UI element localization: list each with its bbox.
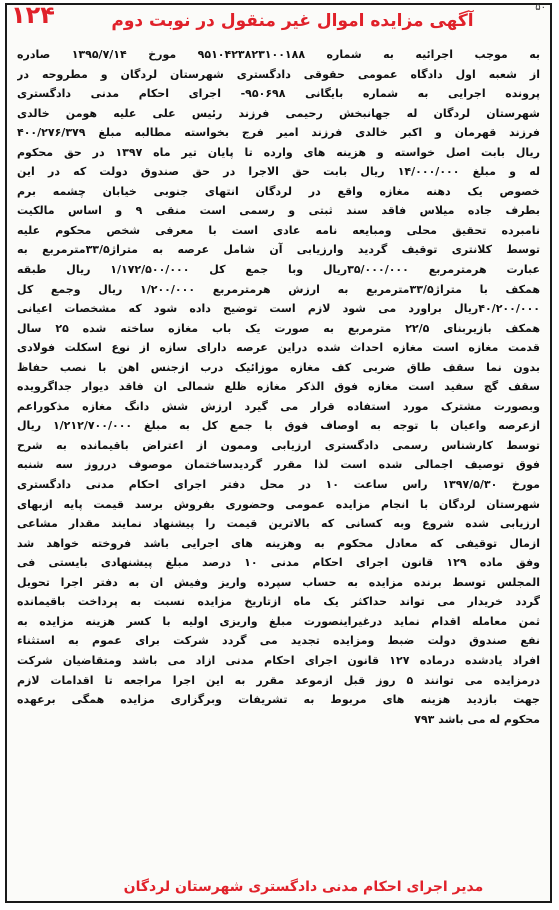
body-line: ریال بابت اصل خواسته و هزینه های وارده تا پایان تیر ماه ۱۳۹۷ در حق محکوم	[17, 145, 540, 159]
body-line: افراد یادشده درماده ۱۲۷ قانون اجرای احکام مدنی ازاد می باشد ومتقاضیان شرکت	[17, 653, 540, 667]
body-line: نامبرده تحقیق محلی ومبایعه نامه عادی است با معرفی شخص محکوم علیه	[17, 223, 540, 237]
body-line: جهت بازدید هزینه های مربوط به تشریفات وبرگزاری مزایده همگی برعهده	[17, 693, 540, 707]
body-line: نفع صندوق دولت ضبط ومزایده تجدید می گردد شرکت برای عموم به استثناء	[17, 634, 540, 648]
body-line: المجلس توسط برنده مزایده به حساب سپرده واریز وفیش ان به دفتر اجرا تحویل	[17, 575, 540, 589]
body-line: وفق ماده ۱۲۹ قانون اجرای احکام مدنی ۱۰ درصد مبلغ پیشنهادی بایستی فی	[17, 556, 540, 570]
body-line: توسط کلانتری توقیف گردید وارزیابی آن شامل عرصه به متراژ۳۳/۵مترمربع به	[17, 243, 540, 257]
body-line: فوق توصیف اجمالی شده است لذا مقرر گردیدساختمان موصوف درروز سه شنبه	[17, 458, 540, 472]
notice-title: آگهی مزایده اموال غیر منقول در نوبت دوم	[111, 11, 474, 31]
top-corner-text: ۵۰	[535, 2, 546, 13]
body-line: به موجب اجرائیه به شماره ۹۵۱۰۴۲۳۸۲۳۱۰۰۱۸۸ مورخ ۱۳۹۵/۷/۱۴ صادره	[17, 48, 540, 61]
body-line: فرزند قهرمان و اکبر خالدی فرزند امیر فرج بخواسته مطالبه مبلغ ۴۰۰/۲۷۶/۳۷۹	[17, 126, 540, 140]
body-line: وبصورت مشترک مورد استفاده قرار می گیرد ارزش شش دانگ مغازه مذکوراعم	[17, 399, 540, 413]
body-line: ثمن معامله اقدام نماید درغیراینصورت مبلغ واریزی اولیه با کسر هزینه مزایده به	[17, 614, 540, 628]
body-line: بطرف جاده میلاس فاقد سند ثبتی و رسمی است منقی ۹ و اساس مالکیت	[17, 204, 540, 218]
body-line: توسط کارشناس رسمی دادگستری ارزیابی وممون از اعتراض باقیمانده به شرح	[17, 438, 540, 452]
notice-number: ۱۲۴	[11, 1, 55, 29]
body-line: ازمال توقیفی که معادل محکوم به وهزینه های اجرایی باشد فروخته خواهد شد	[17, 536, 540, 550]
body-line: پرونده اجرایی به شماره بایگانی ۹۵۰۶۹۸- اجرای احکام مدنی دادگستری	[17, 87, 540, 101]
body-line: له و مبلغ ۱۴/۰۰۰/۰۰۰ ریال بابت حق الاجرا در حق صندوق دولت که در این	[17, 165, 540, 179]
body-line: همکف با متراژ۳۳/۵مترمربع به ارزش هرمترمربع ۱/۲۰۰/۰۰۰ ریال وجمع کل	[17, 282, 540, 296]
body-line: ۴۰/۲۰۰/۰۰۰ریال براورد می شود لازم است توضیح داده شود که مشخصات اعیانی	[17, 302, 540, 316]
body-line: شهرستان لردگان له جهانبخش رحیمی فرزند رئیس علی علیه هومن خالدی	[17, 106, 540, 120]
notice-body	[17, 45, 540, 729]
body-line: بدون نما سقف طاق ضربی کف مغازه موزائیک درب ازجنس اهن با نصب حفاظ	[17, 360, 540, 374]
body-line: قدمت مغازه است مغازه احداث شده دراین عرصه دارای سازه از نوع اسکلت فولادی	[17, 341, 540, 355]
body-line: ارزیابی شده شروع وبه کسانی که بالاترین قیمت را پیشنهاد نمایند مقدار مشاعی	[17, 517, 540, 531]
body-line: ازعرصه واعیان با توجه به اوصاف فوق با جمع کل به مبلغ ۱/۲۱۲/۷۰۰/۰۰۰ ریال	[17, 419, 540, 433]
body-line: عبارت هرمترمربع ۳۵/۰۰۰/۰۰۰ریال وبا جمع کل ۱/۱۷۲/۵۰۰/۰۰۰ ریال طبقه	[17, 263, 540, 277]
body-line: از شعبه اول دادگاه عمومی حقوقی دادگستری شهرستان لردگان و مطروحه در	[17, 67, 540, 81]
body-line: همکف بازیربنای ۲۲/۵ مترمربع به صورت یک باب مغازه ساخته شده ۲۵ سال	[17, 321, 540, 335]
body-line: سقف گچ سفید است مغازه فوق الذکر مغازه ظلع شمالی ان فاقد دیوار جداگرویده	[17, 380, 540, 394]
body-line: مورخ ۱۳۹۷/۵/۳۰ راس ساعت ۱۰ در محل دفتر اجرای احکام مدنی دادگستری	[17, 478, 540, 492]
notice-sheet	[5, 3, 552, 903]
body-line: محکوم له می باشد ۷۹۳	[414, 712, 540, 726]
body-line: شهرستان لردگان با انجام مزایده عمومی وحضوری بفروش برسد قیمت پایه ازبهای	[17, 497, 540, 511]
body-line: خصوص یک دهنه مغازه واقع در لردگان انتهای جنوبی خیابان چشمه برم	[17, 184, 540, 198]
body-line: درمزایده می توانند ۵ روز قبل ازموعد مقرر به این اجرا مراجعه تا اقدامات لازم	[17, 673, 540, 687]
signature-line: مدیر اجرای احکام مدنی دادگستری شهرستان لردگان	[123, 879, 484, 895]
body-line: گردد خریدار می تواند حداکثر یک ماه ازتاریخ مزایده نسبت به پرداخت باقیمانده	[17, 595, 540, 609]
